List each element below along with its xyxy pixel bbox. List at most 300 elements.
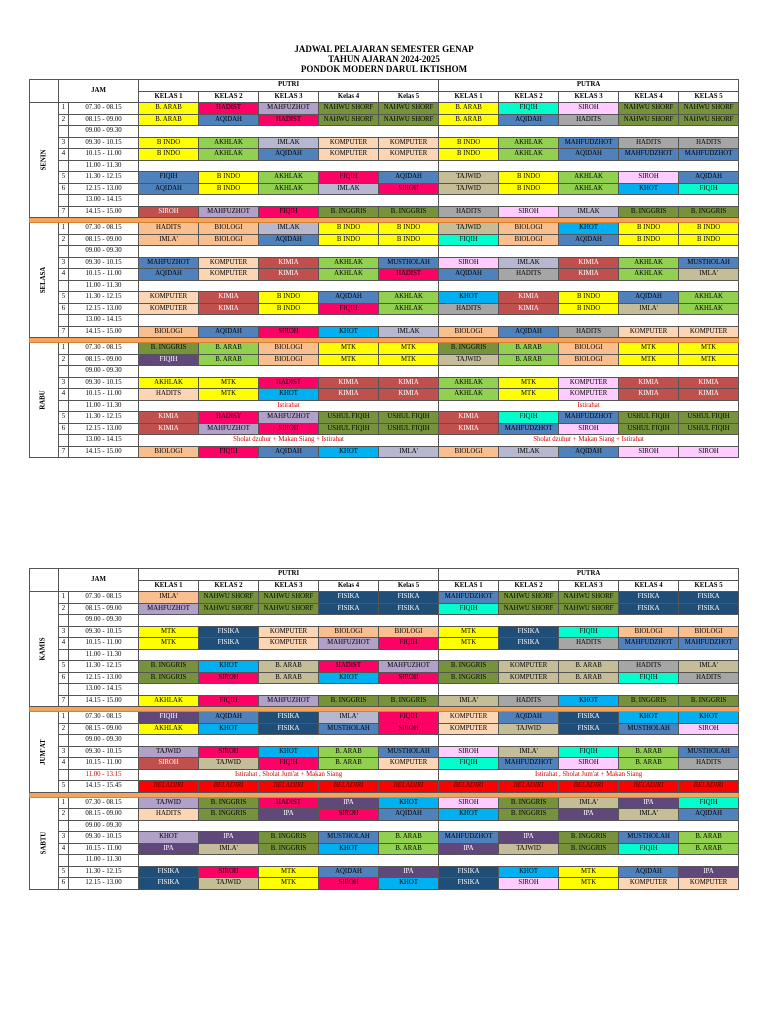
schedule-row <box>30 809 739 821</box>
subject-cell: AKHLAK <box>139 377 199 389</box>
period-time: 08.15 - 09.00 <box>69 603 139 615</box>
period-number: 5 <box>59 781 69 793</box>
subject-cell: MTK <box>619 343 679 355</box>
subject-cell: MAHFUDZHOT <box>679 638 739 650</box>
subject-cell: TAJWID <box>439 354 499 366</box>
subject-cell: KOMPUTER <box>139 303 199 315</box>
schedule-row <box>30 446 739 458</box>
subject-cell: KIMIA <box>379 377 439 389</box>
period-number: 7 <box>59 446 69 458</box>
subject-cell: B. ARAB <box>199 354 259 366</box>
subject-cell: IPA <box>319 797 379 809</box>
period-time: 08.15 - 09.00 <box>69 234 139 246</box>
subject-cell: FIQIH <box>439 603 499 615</box>
subject-cell: B INDO <box>379 223 439 235</box>
subject-cell: AKHLAK <box>379 303 439 315</box>
subject-cell: TAJWID <box>139 746 199 758</box>
schedule-row <box>30 206 739 218</box>
subject-cell: KIMIA <box>199 292 259 304</box>
subject-cell: KOMPUTER <box>499 661 559 673</box>
subject-cell: B. INGGRIS <box>439 672 499 684</box>
subject-cell: NAHWU SHORF <box>559 592 619 604</box>
subject-cell: FIQIH <box>679 797 739 809</box>
schedule-row <box>30 195 739 207</box>
subject-cell: HADIST <box>259 114 319 126</box>
day-label <box>30 223 59 338</box>
subject-cell: KIMIA <box>439 423 499 435</box>
subject-cell: B. INGGRIS <box>439 343 499 355</box>
subject-cell: B. INGGRIS <box>439 661 499 673</box>
period-number <box>59 126 69 138</box>
schedule-row <box>30 592 739 604</box>
subject-cell: MAHFUZHOT <box>139 603 199 615</box>
subject-cell: KIMIA <box>439 412 499 424</box>
subject-cell: KIMIA <box>679 377 739 389</box>
period-time: 09.00 - 09.30 <box>69 820 139 832</box>
subject-cell: FIQIH <box>319 172 379 184</box>
subject-cell: MTK <box>199 377 259 389</box>
subject-cell: MTK <box>439 638 499 650</box>
subject-cell: TAJWID <box>439 223 499 235</box>
period-number <box>59 315 69 327</box>
subject-cell: AQIDAH <box>559 446 619 458</box>
subject-cell: IPA <box>199 832 259 844</box>
schedule-row <box>30 603 739 615</box>
period-time: 09.00 - 09.30 <box>69 126 139 138</box>
subject-cell: SIROH <box>439 257 499 269</box>
subject-cell: AQIDAH <box>319 292 379 304</box>
subject-cell: KOMPUTER <box>619 878 679 890</box>
subject-cell: MUSTHOLAH <box>319 723 379 735</box>
subject-cell: FISIKA <box>319 603 379 615</box>
period-time: 08.15 - 09.00 <box>69 723 139 735</box>
subject-cell: TAJWID <box>139 797 199 809</box>
subject-cell: B INDO <box>199 183 259 195</box>
period-number: 6 <box>59 423 69 435</box>
subject-cell: BELADIRI <box>259 781 319 793</box>
period-number: 3 <box>59 377 69 389</box>
class-header: KELAS 5 <box>679 580 739 592</box>
period-number <box>59 649 69 661</box>
subject-cell: BIOLOGI <box>259 354 319 366</box>
subject-cell: KOMPUTER <box>259 626 319 638</box>
subject-cell: FIQIH <box>199 695 259 707</box>
jam-header: JAM <box>59 80 139 103</box>
subject-cell: IMLA' <box>139 234 199 246</box>
subject-cell: NAHWU SHORF <box>379 103 439 115</box>
subject-cell: MTK <box>679 354 739 366</box>
subject-cell: KIMIA <box>559 269 619 281</box>
schedule-row <box>30 695 739 707</box>
subject-cell: MAHFUDZHOT <box>559 137 619 149</box>
subject-cell: FIQIH <box>619 843 679 855</box>
subject-cell: KOMPUTER <box>379 137 439 149</box>
subject-cell: SIROH <box>439 746 499 758</box>
putra-header: PUTRA <box>439 80 739 92</box>
subject-cell: USHUL FIQIH <box>379 423 439 435</box>
subject-cell: BELADIRI <box>679 781 739 793</box>
subject-cell: AKHLAK <box>259 172 319 184</box>
period-number <box>59 366 69 378</box>
schedule-row <box>30 712 739 724</box>
subject-cell: IMLAK <box>499 446 559 458</box>
subject-cell: USHUL FIQIH <box>319 423 379 435</box>
subject-cell: B. ARAB <box>559 661 619 673</box>
subject-cell: TAJWID <box>199 758 259 770</box>
schedule-row <box>30 315 739 327</box>
subject-cell: FIQIH <box>499 103 559 115</box>
schedule-row <box>30 746 739 758</box>
schedule-row <box>30 412 739 424</box>
subject-cell: KHOT <box>319 843 379 855</box>
subject-cell: B. INGGRIS <box>619 206 679 218</box>
period-time: 09.30 - 10.15 <box>69 137 139 149</box>
schedule-row <box>30 183 739 195</box>
period-number: 5 <box>59 661 69 673</box>
class-header: KELAS 4 <box>619 580 679 592</box>
subject-cell: MAHFUZHOT <box>199 423 259 435</box>
schedule-row <box>30 269 739 281</box>
period-number <box>59 280 69 292</box>
period-number <box>59 684 69 696</box>
subject-cell: SIROH <box>499 878 559 890</box>
subject-cell: BELADIRI <box>319 781 379 793</box>
break-note-putri <box>139 315 439 327</box>
subject-cell: BIOLOGI <box>319 626 379 638</box>
subject-cell: MTK <box>439 626 499 638</box>
subject-cell: BIOLOGI <box>439 446 499 458</box>
subject-cell: KHOT <box>199 723 259 735</box>
period-number: 7 <box>59 695 69 707</box>
schedule-row <box>30 797 739 809</box>
day-name: KAMIS <box>39 637 47 661</box>
subject-cell: B. ARAB <box>259 672 319 684</box>
subject-cell: MAHFUDZHOT <box>619 149 679 161</box>
subject-cell: KIMIA <box>259 257 319 269</box>
corner-cell <box>30 569 59 592</box>
period-number: 6 <box>59 183 69 195</box>
period-number: 7 <box>59 206 69 218</box>
subject-cell: KIMIA <box>139 423 199 435</box>
subject-cell: B. INGGRIS <box>379 206 439 218</box>
subject-cell: IMLA' <box>379 446 439 458</box>
subject-cell: BIOLOGI <box>379 626 439 638</box>
period-number <box>59 735 69 747</box>
subject-cell: IMLA' <box>619 303 679 315</box>
period-number: 5 <box>59 172 69 184</box>
subject-cell: FIQIH <box>559 626 619 638</box>
schedule-row <box>30 223 739 235</box>
subject-cell: FIQIH <box>619 672 679 684</box>
period-time: 09.00 - 09.30 <box>69 615 139 627</box>
class-header: KELAS 1 <box>139 580 199 592</box>
subject-cell: B INDO <box>619 223 679 235</box>
subject-cell: AQIDAH <box>439 269 499 281</box>
subject-cell: AKHLAK <box>199 149 259 161</box>
subject-cell: NAHWU SHORF <box>319 114 379 126</box>
subject-cell: AKHLAK <box>199 137 259 149</box>
day-name: RABU <box>39 390 47 410</box>
subject-cell: AQIDAH <box>619 292 679 304</box>
subject-cell: USHUL FIQIH <box>319 412 379 424</box>
class-header: KELAS 1 <box>439 580 499 592</box>
period-time: 09.00 - 09.30 <box>69 735 139 747</box>
subject-cell: IMLA' <box>559 797 619 809</box>
subject-cell: AKHLAK <box>319 257 379 269</box>
period-number: 2 <box>59 234 69 246</box>
subject-cell: BIOLOGI <box>259 343 319 355</box>
subject-cell: TAJWID <box>499 723 559 735</box>
break-note-putra <box>439 649 739 661</box>
subject-cell: SIROH <box>139 758 199 770</box>
subject-cell: FIQIH <box>139 354 199 366</box>
class-header: KELAS 4 <box>619 91 679 103</box>
period-time: 14.15 - 15.00 <box>69 695 139 707</box>
subject-cell: SIROH <box>619 172 679 184</box>
schedule-row <box>30 257 739 269</box>
subject-cell: FIQIH <box>379 638 439 650</box>
subject-cell: KOMPUTER <box>439 723 499 735</box>
subject-cell: KHOT <box>559 695 619 707</box>
subject-cell: MAHFUZHOT <box>259 103 319 115</box>
period-number <box>59 400 69 412</box>
subject-cell: TAJWID <box>439 172 499 184</box>
schedule-row <box>30 878 739 890</box>
subject-cell: HADITS <box>139 389 199 401</box>
subject-cell: FISIKA <box>499 638 559 650</box>
subject-cell: FISIKA <box>379 592 439 604</box>
subject-cell: HADITS <box>619 661 679 673</box>
putri-header: PUTRI <box>139 569 439 581</box>
subject-cell: B. INGGRIS <box>559 843 619 855</box>
subject-cell: B INDO <box>499 183 559 195</box>
class-header: Kelas 4 <box>319 580 379 592</box>
class-header: KELAS 3 <box>259 91 319 103</box>
subject-cell: IMLA' <box>319 712 379 724</box>
schedule-row <box>30 820 739 832</box>
subject-cell: MUSTHOLAH <box>619 723 679 735</box>
subject-cell: BIOLOGI <box>499 223 559 235</box>
subject-cell: BIOLOGI <box>199 234 259 246</box>
period-time: 12.15 - 13.00 <box>69 303 139 315</box>
period-number <box>59 160 69 172</box>
schedule-row <box>30 843 739 855</box>
subject-cell: HADITS <box>499 695 559 707</box>
subject-cell: KOMPUTER <box>619 326 679 338</box>
period-number: 5 <box>59 412 69 424</box>
subject-cell: SIROH <box>319 809 379 821</box>
period-number: 3 <box>59 137 69 149</box>
putra-header: PUTRA <box>439 569 739 581</box>
class-header: KELAS 5 <box>679 91 739 103</box>
subject-cell: FISIKA <box>439 866 499 878</box>
subject-cell: B. ARAB <box>679 843 739 855</box>
subject-cell: MAHFUDZHOT <box>499 758 559 770</box>
break-note-putri <box>139 649 439 661</box>
subject-cell: AQIDAH <box>259 149 319 161</box>
period-time: 09.00 - 09.30 <box>69 366 139 378</box>
subject-cell: B. ARAB <box>499 343 559 355</box>
subject-cell: SIROH <box>199 866 259 878</box>
subject-cell: NAHWU SHORF <box>379 114 439 126</box>
subject-cell: AKHLAK <box>439 389 499 401</box>
subject-cell: FISIKA <box>379 603 439 615</box>
break-note-putri <box>139 160 439 172</box>
subject-cell: B INDO <box>559 303 619 315</box>
period-time: 11.30 - 12.15 <box>69 172 139 184</box>
period-time: 11.00 - 11.30 <box>69 649 139 661</box>
title-line-3: PONDOK MODERN DARUL IKTISHOM <box>300 64 468 74</box>
period-number <box>59 615 69 627</box>
break-note-putri: Istirahat <box>139 400 439 412</box>
subject-cell: KHOT <box>319 672 379 684</box>
subject-cell: KHOT <box>319 446 379 458</box>
subject-cell: BIOLOGI <box>199 223 259 235</box>
period-number: 2 <box>59 354 69 366</box>
subject-cell: KHOT <box>439 292 499 304</box>
subject-cell: AQIDAH <box>559 234 619 246</box>
subject-cell: HADIST <box>199 412 259 424</box>
subject-cell: FISIKA <box>259 723 319 735</box>
break-note-putra <box>439 366 739 378</box>
subject-cell: AQIDAH <box>139 183 199 195</box>
subject-cell: AKHLAK <box>139 695 199 707</box>
subject-cell: MTK <box>139 626 199 638</box>
subject-cell: BELADIRI <box>379 781 439 793</box>
subject-cell: SIROH <box>379 723 439 735</box>
subject-cell: B. ARAB <box>619 746 679 758</box>
subject-cell: B. ARAB <box>319 758 379 770</box>
subject-cell: FISIKA <box>139 878 199 890</box>
subject-cell: HADITS <box>559 326 619 338</box>
subject-cell: AQIDAH <box>199 326 259 338</box>
subject-cell: KHOT <box>499 866 559 878</box>
subject-cell: HADITS <box>439 303 499 315</box>
subject-cell: FISIKA <box>619 603 679 615</box>
subject-cell: MAHFUZHOT <box>199 206 259 218</box>
subject-cell: FISIKA <box>199 638 259 650</box>
subject-cell: B. INGGRIS <box>139 661 199 673</box>
subject-cell: KHOT <box>559 223 619 235</box>
period-number: 2 <box>59 723 69 735</box>
subject-cell: MAHFUZHOT <box>139 257 199 269</box>
day-label <box>30 712 59 793</box>
subject-cell: IMLAK <box>259 137 319 149</box>
subject-cell: B INDO <box>439 149 499 161</box>
subject-cell: AQIDAH <box>379 809 439 821</box>
day-label <box>30 592 59 707</box>
subject-cell: NAHWU SHORF <box>619 114 679 126</box>
subject-cell: AKHLAK <box>139 723 199 735</box>
subject-cell: IPA <box>439 843 499 855</box>
subject-cell: IPA <box>679 866 739 878</box>
break-note-putri <box>139 855 439 867</box>
period-number: 2 <box>59 809 69 821</box>
class-header: Kelas 5 <box>379 91 439 103</box>
schedule-row <box>30 855 739 867</box>
schedule-row <box>30 137 739 149</box>
period-number: 6 <box>59 672 69 684</box>
subject-cell: KOMPUTER <box>559 389 619 401</box>
subject-cell: B INDO <box>619 234 679 246</box>
subject-cell: FIQIH <box>259 758 319 770</box>
subject-cell: IPA <box>499 832 559 844</box>
subject-cell: FISIKA <box>139 866 199 878</box>
subject-cell: IPA <box>139 843 199 855</box>
subject-cell: B. ARAB <box>319 746 379 758</box>
subject-cell: B. ARAB <box>379 832 439 844</box>
subject-cell: FIQIH <box>199 446 259 458</box>
subject-cell: KOMPUTER <box>559 377 619 389</box>
subject-cell: MAHFUZHOT <box>319 638 379 650</box>
schedule-row <box>30 735 739 747</box>
subject-cell: FIQIH <box>439 758 499 770</box>
subject-cell: MUSTHOLAH <box>379 746 439 758</box>
subject-cell: B. ARAB <box>259 661 319 673</box>
subject-cell: MTK <box>259 866 319 878</box>
subject-cell: HADITS <box>559 114 619 126</box>
period-number: 1 <box>59 103 69 115</box>
break-note-putra <box>439 195 739 207</box>
period-number <box>59 820 69 832</box>
class-header: KELAS 2 <box>199 580 259 592</box>
period-number: 7 <box>59 326 69 338</box>
subject-cell: IMLAK <box>559 206 619 218</box>
break-note-putra <box>439 615 739 627</box>
class-header: KELAS 1 <box>439 91 499 103</box>
subject-cell: AKHLAK <box>559 172 619 184</box>
subject-cell: B. ARAB <box>439 114 499 126</box>
period-time: 13.00 - 14.15 <box>69 195 139 207</box>
subject-cell: USHUL FIQIH <box>619 412 679 424</box>
period-number: 2 <box>59 114 69 126</box>
day-name: SABTU <box>39 831 47 855</box>
subject-cell: B. ARAB <box>559 672 619 684</box>
schedule-row <box>30 626 739 638</box>
period-time: 11.00 - 13.15 <box>69 769 139 781</box>
subject-cell: BELADIRI <box>619 781 679 793</box>
title-line-2: TAHUN AJARAN 2024-2025 <box>328 54 440 64</box>
subject-cell: BIOLOGI <box>139 326 199 338</box>
schedule-row <box>30 160 739 172</box>
subject-cell: B. INGGRIS <box>139 343 199 355</box>
subject-cell: B. ARAB <box>139 103 199 115</box>
subject-cell: B INDO <box>259 303 319 315</box>
subject-cell: BELADIRI <box>199 781 259 793</box>
schedule-table-top <box>29 79 739 458</box>
subject-cell: MTK <box>199 389 259 401</box>
subject-cell: B INDO <box>259 292 319 304</box>
subject-cell: KOMPUTER <box>199 257 259 269</box>
subject-cell: FISIKA <box>679 603 739 615</box>
subject-cell: MTK <box>319 354 379 366</box>
subject-cell: FIQIH <box>319 303 379 315</box>
subject-cell: BIOLOGI <box>679 626 739 638</box>
subject-cell: NAHWU SHORF <box>259 603 319 615</box>
subject-cell: SIROH <box>259 423 319 435</box>
subject-cell: HADITS <box>679 672 739 684</box>
subject-cell: IPA <box>559 809 619 821</box>
subject-cell: BIOLOGI <box>619 626 679 638</box>
period-time: 09.30 - 10.15 <box>69 257 139 269</box>
subject-cell: KHOT <box>619 183 679 195</box>
subject-cell: FISIKA <box>559 712 619 724</box>
subject-cell: HADITS <box>139 223 199 235</box>
subject-cell: FIQIH <box>379 712 439 724</box>
subject-cell: SIROH <box>679 723 739 735</box>
schedule-table-bottom <box>29 568 739 890</box>
subject-cell: AKHLAK <box>679 303 739 315</box>
